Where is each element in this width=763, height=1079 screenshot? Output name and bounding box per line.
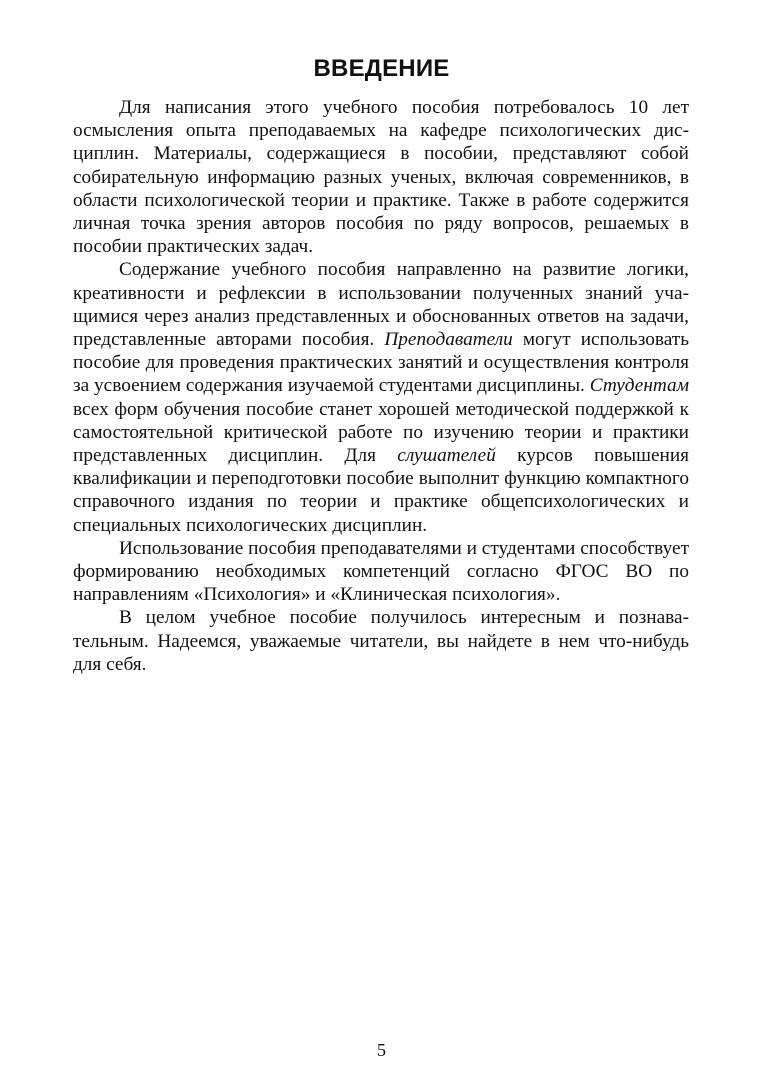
emphasis-listeners: слушателей (397, 445, 496, 467)
paragraph-3: Использование пособия преподавателями и студентами способствует формированию необходимых компетенций согласно ФГОС ВО по направлениям «Психология» и «Клиническая психология». (73, 537, 689, 606)
paragraph-2-text-a: Содержание учебного пособия направленно на развитие логики, креативности и рефлексии в использовании полученных знаний учащимися через анализ представленных и обоснованных ответов на задачи, представленные авторами пособия. (73, 259, 689, 351)
paragraph-2-text-b: могут использовать пособие для проведения практических занятий и осуществления контроля за усвоением содержания изучаемой студентами дисциплины. (73, 329, 689, 397)
paragraph-2-text-d: курсов повышения квалификации и переподготовки пособие выполнит функцию компактного справочного издания по теории и практике общепсихологических и специальных психологических дисциплин. (73, 445, 690, 536)
emphasis-students: Студентам (589, 375, 689, 397)
page-title: ВВЕДЕНИЕ (313, 55, 450, 82)
paragraph-1: Для написания этого учебного пособия потребовалось 10 лет осмысления опыта преподаваемых на кафедре психологических дисциплин. Материалы, содержащиеся в пособии, представляют собой собирательную информацию разных ученых, включая современников, в области психологической теории и практике. Также в работе содержится личная точка зрения авторов пособия по ряду вопросов, решаемых в пособии практических задач. (73, 97, 689, 258)
body-text (73, 96, 689, 676)
page-number: 5 (377, 1040, 386, 1060)
paragraph-2 (73, 258, 689, 536)
paragraph-2-text-c: всех форм обучения пособие станет хорошей методической поддержкой к самостоятельной критической работе по изучению теории и практики представленных дисциплин. Для (73, 398, 689, 467)
paragraph-4: В целом учебное пособие получилось интересным и познавательным. Надеемся, уважаемые читатели, вы найдете в нем что-нибудь для себя. (73, 607, 689, 675)
emphasis-teachers: Преподаватели (384, 329, 513, 351)
